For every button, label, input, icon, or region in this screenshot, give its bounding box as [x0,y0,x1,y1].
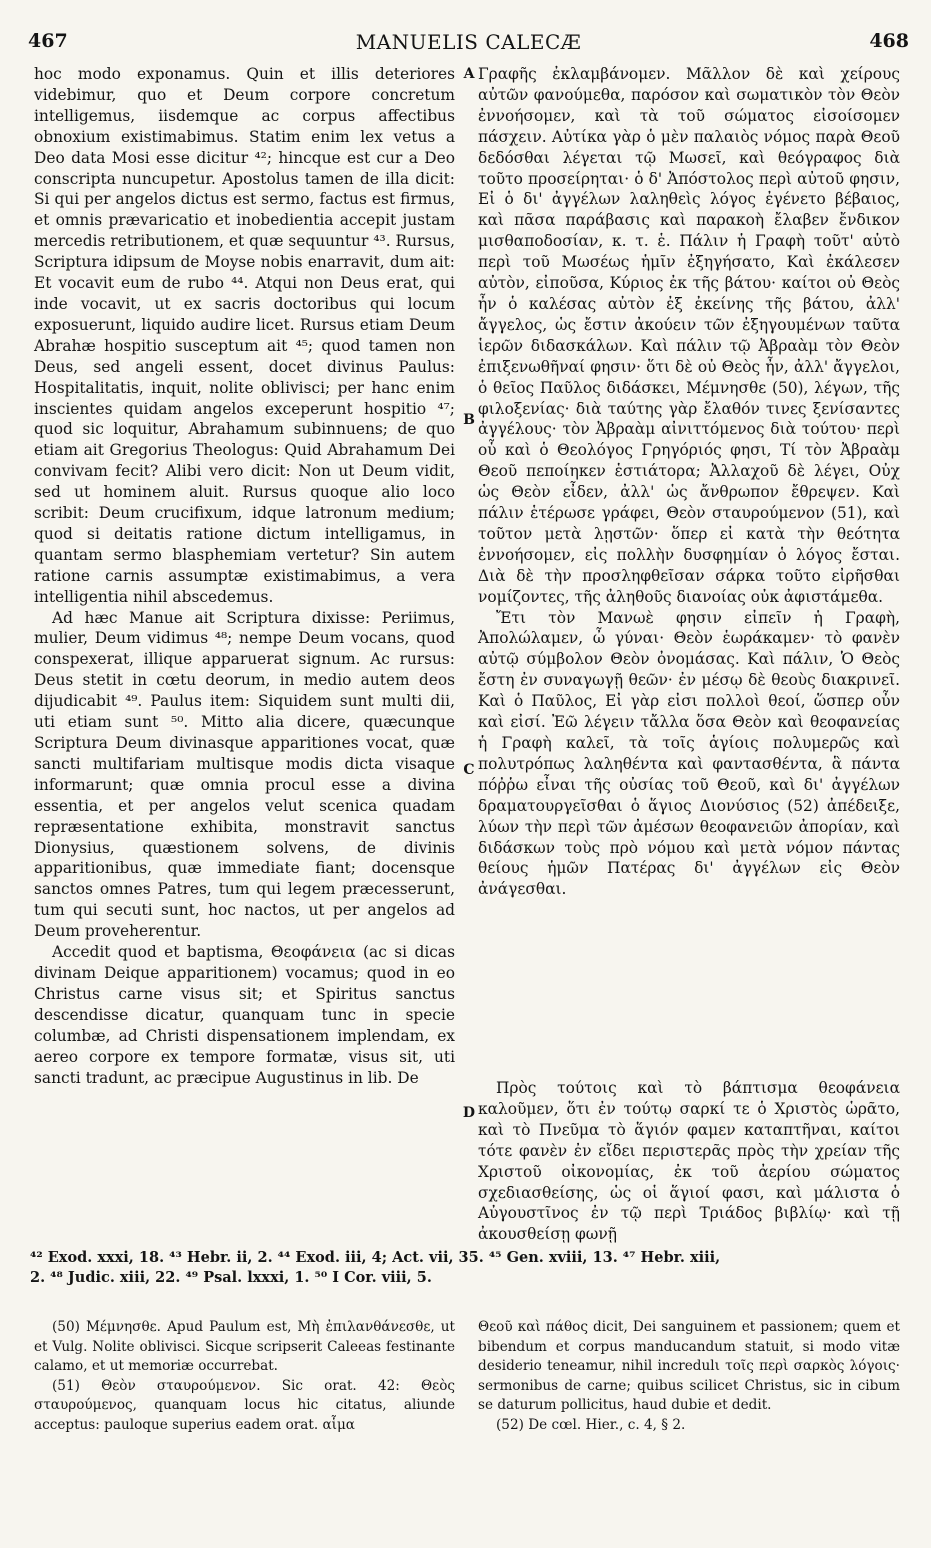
editor-notes-left [34,1318,455,1435]
editor-notes-right [478,1318,900,1435]
greek-column [478,64,900,900]
greek-paragraph-2: Ἔτι τὸν Μανωὲ φησιν εἰπεῖν ἡ Γραφὴ, Ἀπολώλαμεν, ὦ γύναι· Θεὸν ἑωράκαμεν· τὸ φανὲν αὐτῷ σύμβολον Θεὸν ὀνομάσας. Καὶ πάλιν, Ὁ Θεὸς ἔστη ἐν συναγωγῇ θεῶν· ἐν μέσῳ δὲ θεοὺς διακρινεῖ. Καὶ ὁ Παῦλος, Εἰ γὰρ εἰσι πολλοὶ θεοί, ὥσπερ οὖν καὶ εἰσί. Ἐῶ λέγειν τἄλλα ὅσα Θεὸν καὶ θεοφανείας ἡ Γραφὴ καλεῖ, τὰ τοῖς ἁγίοις πολυμερῶς καὶ πολυτρόπως λαληθέντα καὶ φαντασθέντα, ἃ πάντα πόῤῥω εἶναι τῆς οὐσίας τοῦ Θεοῦ, καὶ δι' ἀγγέλων δραματουργεῖσθαι ὁ ἅγιος Διονύσιος (52) ἀπέδειξε, λύων τὴν περὶ τῶν ἀμέσων θεοφανειῶν ἀπορίαν, καὶ διδάσκων τοὺς πρὸ νόμου καὶ μετὰ νόμον πάντας θείους ἡμῶν Πατέρας δι' ἀγγέλων εἰς Θεὸν ἀνάγεσθαι. [478,608,900,899]
greek-column-lower [478,1078,900,1245]
latin-paragraph-1: hoc modo exponamus. Quin et illis deteriores videbimur, quo et Deum corpore concretum intelligemus, iisdemque ac corpus affectibus obnoxium existimabimus. Statim enim lex vetus a Deo data Mosi esse dicitur ⁴²; hincque est cur a Deo conscripta nuncupetur. Apostolus tamen de illa dicit: Si qui per angelos dictus est sermo, factus est firmus, et omnis prævaricatio et inobedientia accepit justam mercedis retributionem, et quæ sequuntur ⁴³. Rursus, Scriptura idipsum de Moyse nobis enarravit, dum ait: Et vocavit eum de rubo ⁴⁴. Atqui non Deus erat, qui inde vocavit, ut ex sacris doctoribus qui locum exposuerunt, liquido audire licet. Rursus etiam Deum Abrahæ hospitio susceptum ait ⁴⁵; quod tamen non Deus, sed angeli essent, docet divinus Paulus: Hospitalitatis, inquit, nolite oblivisci; per hanc enim inscientes quidam angelos exceperunt hospitio ⁴⁷; quod sic loquitur, Abrahamum subinnuens; de quo etiam ait Gregorius Theologus: Quid Abrahamum Dei convivam fecit? Alibi vero dicit: Non ut Deum vidit, sed ut hominem aluit. Rursus quoque alio loco scribit: Deum crucifixum, idque latronum medium; quod si deitatis ratione dictum intelligamus, in quantam sermo blasphemiam vertetur? Sin autem ratione carnis assumptæ existimabimus, a vera intelligentia nihil abscedemus. [34,65,455,606]
latin-paragraph-3: Accedit quod et baptisma, Θεοφάνεια (ac si dicas divinam Deique apparitionem) vocamus; quod in eo Christus carne visus sit; et Spiritus sanctus descendisse dicatur, quanquam tunc in specie columbæ, ad Christi dispensationem implendam, ex aereo corpore ex tempore formatæ, visus sit, uti sancti tradunt, ac præcipue Augustinus in lib. De [34,943,455,1087]
margin-mark-b: B [463,412,475,428]
margin-mark-c: C [463,762,475,778]
greek-paragraph-1: Γραφῆς ἐκλαμβάνομεν. Μᾶλλον δὲ καὶ χείρους αὐτῶν φανούμεθα, παρόσον καὶ σωματικὸν τὸν Θεὸν ἐννοήσομεν, καὶ τὰ τοῦ σώματος εἰσοίσομεν πάσχειν. Αὐτίκα γὰρ ὁ μὲν παλαιὸς νόμος παρὰ Θεοῦ δεδόσθαι λέγεται τῷ Μωσεῖ, καὶ θεόγραφος διὰ τοῦτο προσείρηται· ὁ δ' Ἀπόστολος περὶ αὐτοῦ φησιν, Εἰ ὁ δι' ἀγγέλων λαληθεὶς λόγος ἐγένετο βέβαιος, καὶ πᾶσα παράβασις καὶ παρακοὴ ἔλαβεν ἔνδικον μισθαποδοσίαν, κ. τ. ἑ. Πάλιν ἡ Γραφὴ τοῦτ' αὐτὸ περὶ τοῦ Μωσέως ἡμῖν ἐξηγήσατο, Καὶ ἐκάλεσεν αὐτὸν, εἰποῦσα, Κύριος ἐκ τῆς βάτου· καίτοι οὐ Θεὸς ἦν ὁ καλέσας αὐτὸν ἐξ ἐκείνης τῆς βάτου, ἀλλ' ἄγγελος, ὡς ἔστιν ἀκούειν τῶν ἐξηγουμένων ταῦτα ἱερῶν διδασκάλων. Καὶ πάλιν τῷ Ἀβραὰμ τὸν Θεὸν ἐπιξενωθῆναί φησιν· ὅτι δὲ οὐ Θεὸς ἦν, ἀλλ' ἄγγελοι, ὁ θεῖος Παῦλος διδάσκει, Μέμνησθε (50), λέγων, τῆς φιλοξενίας· διὰ ταύτης γὰρ ἔλαθόν τινες ξενίσαντες ἀγγέλους· τὸν Ἀβραὰμ αἰνιττόμενος διὰ τούτου· περὶ οὗ καὶ ὁ Θεολόγος Γρηγόριός φησι, Τί τὸν Ἀβραὰμ Θεοῦ πεποίηκεν ἑστιάτορα; Ἀλλαχοῦ δὲ λέγει, Οὐχ ὡς Θεὸν εἶδεν, ἀλλ' ὡς ἄνθρωπον ἔθρεψεν. Καὶ πάλιν ἑτέρωσε γράφει, Θεὸν σταυρούμενον (51), καὶ τοῦτον μετὰ λῃστῶν· ὅπερ εἰ κατὰ τὴν θεότητα ἐννοήσομεν, εἰς πολλὴν δυσφημίαν ὁ λόγος ἔσται. Διὰ δὲ τὴν προσληφθεῖσαν σάρκα τοῦτο εἰρῆσθαι νομίζοντες, τῆς ἀληθοῦς διανοίας οὐκ ἀφιστάμεθα. [478,65,900,606]
latin-paragraph-2: Ad hæc Manue ait Scriptura dixisse: Periimus, mulier, Deum vidimus ⁴⁸; nempe Deum vocans, quod conspexerat, illique apparuerat signum. Ac rursus: Deus stetit in cœtu deorum, in medio autem deos dijudicabit ⁴⁹. Paulus item: Siquidem sunt multi dii, uti etiam sunt ⁵⁰. Mitto alia dicere, quæcunque Scriptura Deum divinasque apparitiones vocat, quæ sancti multifariam multisque modis dicta visaque informarunt; quæ omnia procul esse a divina essentia, et per angelos velut scenica quadam repræsentatione exhibita, monstravit sanctus Dionysius, quæstionem solvens, de divinis apparitionibus, quæ immediate fiant; docensque sanctos omnes Patres, tum qui legem præcesserunt, tum qui secuti sunt, hoc nactos, ut per angelos ad Deum proveherentur. [34,608,455,941]
latin-column [34,64,455,1088]
margin-mark-a: A [463,66,475,82]
greek-paragraph-3: Πρὸς τούτοις καὶ τὸ βάπτισμα θεοφάνεια καλοῦμεν, ὅτι ἐν τούτῳ σαρκί τε ὁ Χριστὸς ὡρᾶτο, καὶ τὸ Πνεῦμα τὸ ἅγιόν φαμεν καταπτῆναι, καίτοι τότε φανὲν ἐν εἴδει περιστερᾶς πρὸς τὴν χρείαν τῆς Χριστοῦ οἰκονομίας, ἐκ τοῦ ἀερίου σώματος σχεδιασθείσης, ὡς οἱ ἅγιοί φασι, καὶ μάλιστα ὁ Αὐγουστῖνος ἐν τῷ περὶ Τριάδος βιβλίῳ· καὶ τῇ ἀκουσθείσῃ φωνῇ [478,1079,900,1244]
note-50: (50) Μέμνησθε. Apud Paulum est, Μὴ ἐπιλανθάνεσθε, ut et Vulg. Nolite oblivisci. Sicque scripserit Caleeas festinante calamo, et ut memoriæ occurrebat. [34,1319,455,1374]
margin-mark-d: D [462,1105,476,1121]
running-title: MANUELIS CALECÆ [355,30,582,54]
note-51: (51) Θεὸν σταυρούμενον. Sic orat. 42: Θεὸς σταυρούμενος, quanquam locus hic citatus, aliunde acceptus: pauloque superius eadem orat. αἷμα [34,1377,455,1433]
note-52: (52) De cœl. Hier., c. 4, § 2. [496,1416,686,1433]
running-header [28,24,909,60]
right-page-number: 468 [869,30,909,52]
scripture-references-line-1: ⁴² Exod. xxxi, 18. ⁴³ Hebr. ii, 2. ⁴⁴ Exod. iii, 4; Act. vii, 35. ⁴⁵ Gen. xviii, 13. ⁴⁷ Hebr. xiii, [30,1249,721,1266]
scripture-references-line-2: 2. ⁴⁸ Judic. xiii, 22. ⁴⁹ Psal. lxxxi, 1. ⁵⁰ I Cor. viii, 5. [30,1269,432,1286]
note-51-continued: Θεοῦ καὶ πάθος dicit, Dei sanguinem et passionem; quem et bibendum et corpus manducandum statuit, si modo vitæ desiderio teneamur, nihil incredulι τοῖς περὶ σαρκὸς λόγοις· sermonibus de carne; quibus scilicet Christus, sic in cibum se daturum pollicitus, haud dubie et dedit. [478,1319,900,1413]
left-page-number: 467 [28,30,68,52]
